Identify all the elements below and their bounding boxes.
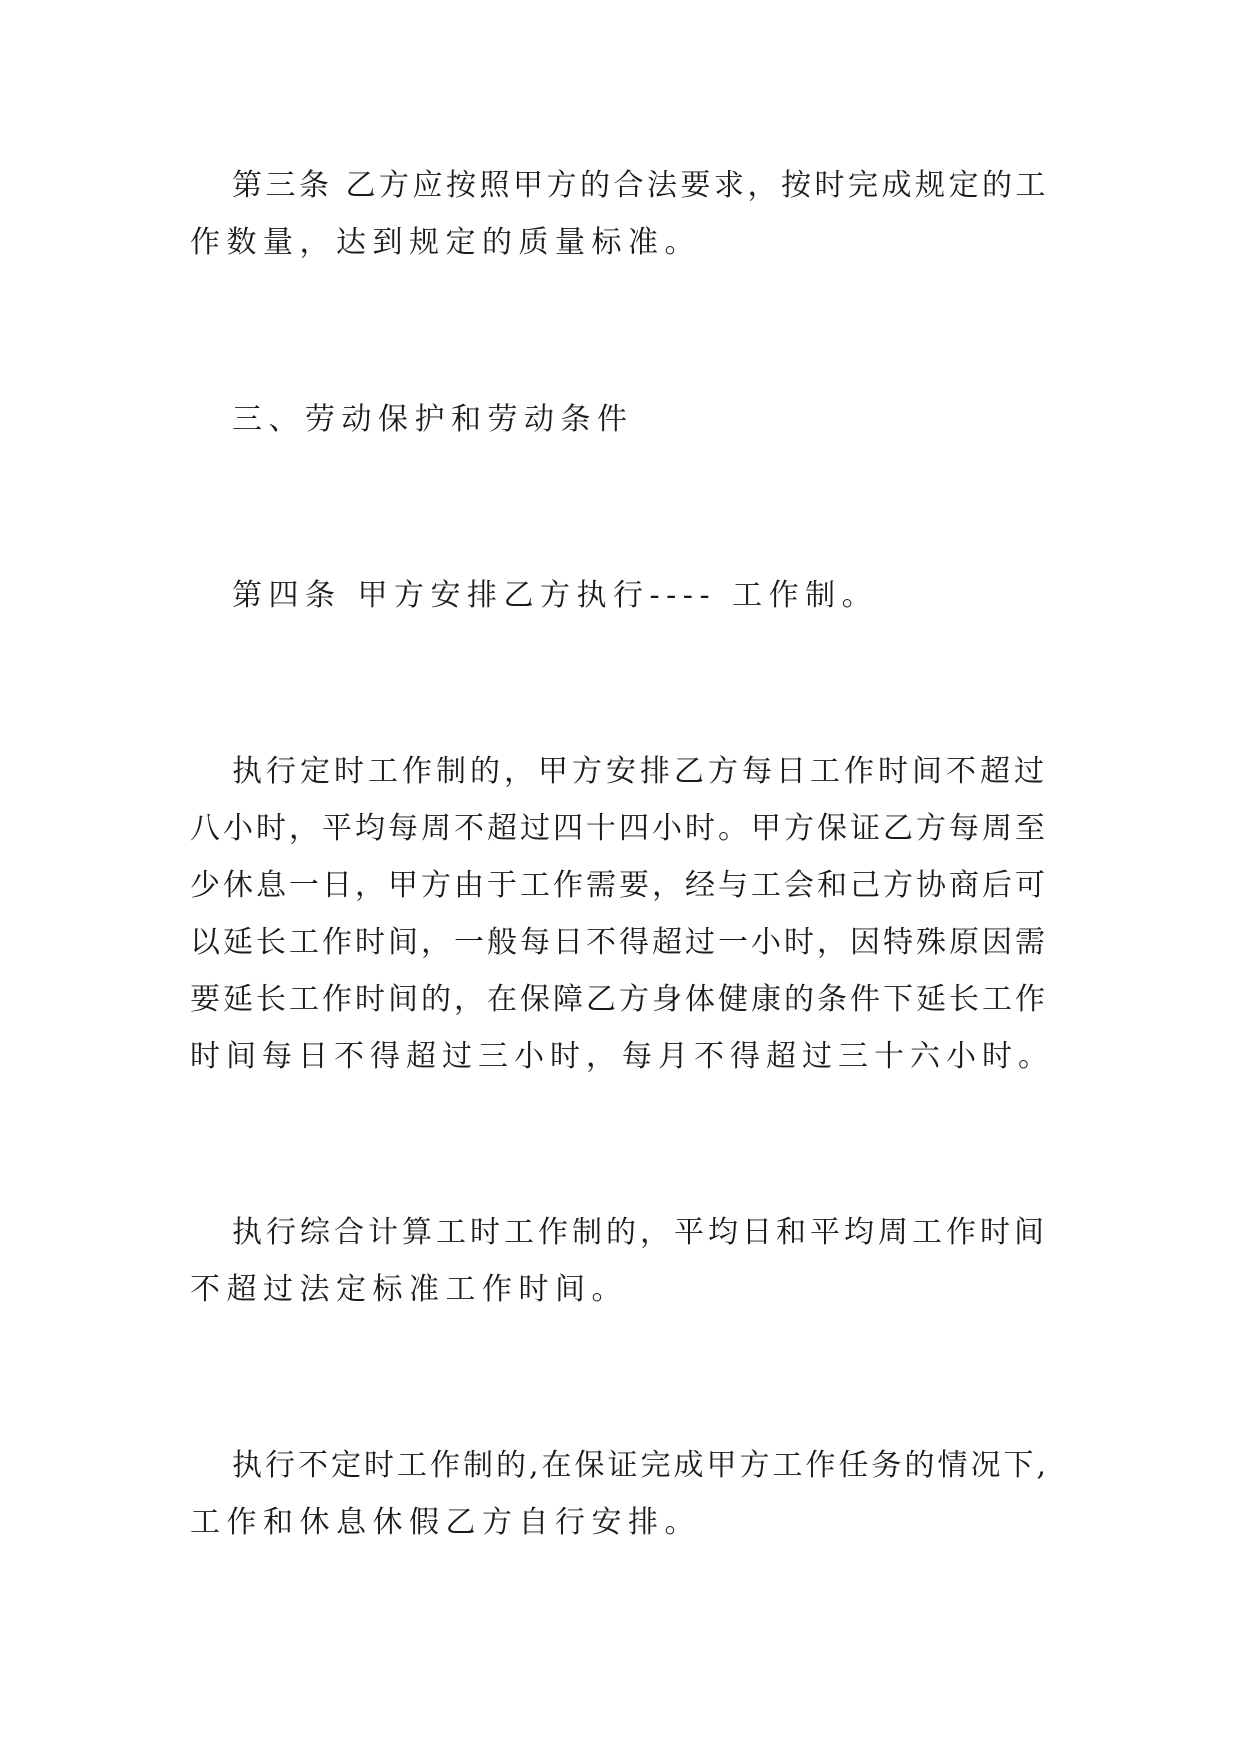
article-4-line-1: 第四条 甲方安排乙方执行---- 工作制。	[232, 578, 879, 613]
fixed-hours-line-4: 以延长工作时间，一般每日不得超过一小时，因特殊原因需	[190, 925, 1048, 960]
article-3-line-1: 第三条 乙方应按照甲方的合法要求，按时完成规定的工	[232, 168, 1050, 203]
section-heading: 三、劳动保护和劳动条件	[232, 402, 634, 437]
comprehensive-hours-line-1: 执行综合计算工时工作制的，平均日和平均周工作时间	[232, 1215, 1048, 1250]
fixed-hours-line-2: 八小时，平均每周不超过四十四小时。甲方保证乙方每周至	[190, 811, 1048, 846]
comprehensive-hours-line-2: 不超过法定标准工作时间。	[190, 1272, 628, 1307]
flexible-hours-line-1: 执行不定时工作制的,在保证完成甲方工作任务的情况下,	[232, 1448, 1050, 1483]
flexible-hours-line-2: 工作和休息休假乙方自行安排。	[190, 1505, 701, 1540]
fixed-hours-line-3: 少休息一日，甲方由于工作需要，经与工会和己方协商后可	[190, 868, 1048, 903]
fixed-hours-line-6: 时间每日不得超过三小时，每月不得超过三十六小时。	[190, 1039, 1054, 1074]
article-3-line-2: 作数量，达到规定的质量标准。	[190, 225, 701, 260]
fixed-hours-line-5: 要延长工作时间的，在保障乙方身体健康的条件下延长工作	[190, 982, 1048, 1017]
fixed-hours-line-1: 执行定时工作制的，甲方安排乙方每日工作时间不超过	[232, 754, 1048, 789]
